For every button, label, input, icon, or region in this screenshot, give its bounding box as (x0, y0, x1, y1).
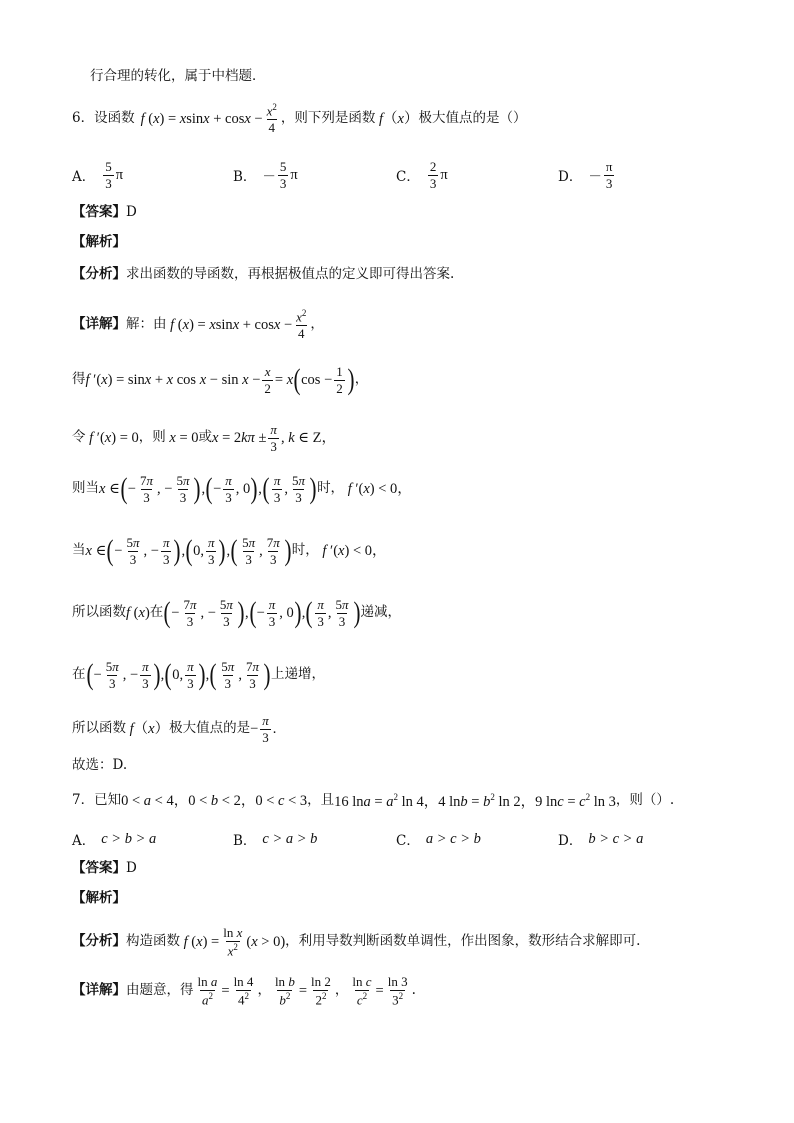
option-text: b > c > a (588, 830, 644, 847)
dijian-text: 递减， (360, 604, 402, 621)
fx: f (x) (126, 604, 150, 621)
conclusion-line: 所以函数 f（x） 极大值点的是 − $\frac{\pi}{3}$ . (72, 713, 277, 745)
q7-fenxi (72, 926, 640, 958)
x-in: x ∈ (85, 542, 107, 559)
fraction: $\frac{\text{ln x}}{x^2}$ (223, 925, 243, 958)
q6-fenxi (72, 268, 454, 282)
step-zai: 在 (72, 666, 86, 683)
zai-text: 在 (149, 604, 164, 621)
q7-equations: 16 $\ln a = a^2$ ln 4，4 $\ln b = b^2$ ln 2，9 $\ln c = c^2$ ln 3 (334, 792, 616, 810)
domain-cond: (x > 0) (246, 933, 286, 950)
q7-prefix: 已知 (94, 792, 122, 809)
q6-stem (72, 103, 526, 135)
option-label: D． (558, 169, 583, 186)
fx: f（x） (129, 720, 170, 737)
option-text: c > b > a (101, 830, 157, 847)
q7-option-d (558, 829, 643, 849)
q6-prefix: 设函数 (94, 110, 135, 127)
analysis-tag: 【解析】 (72, 890, 126, 906)
option-label: A． (72, 833, 96, 849)
guxuan-line (72, 759, 127, 773)
option-d-frac: $\frac{\pi}{3}$ (605, 159, 613, 191)
fraction: $\frac{\text{ln c}}{c^2}$ (352, 974, 372, 1007)
fenxi-text: 求出函数的导函数，再根据极值点的定义即可得出答案. (126, 266, 455, 282)
step-de: 得 (72, 371, 86, 388)
q6-option-a (72, 160, 123, 190)
minus-sign: － (262, 169, 276, 186)
fraction: $\frac{x}{2}$ (264, 364, 271, 396)
k-in-z: , k ∈ Z， (280, 429, 336, 446)
option-c-frac: $\frac{2}{3}$ (429, 159, 437, 191)
guxuan-text: 故选：D. (72, 757, 128, 773)
derivative-formula: f ′(x) = sinx + x cos x − sin x − (85, 371, 261, 388)
conclusion-prefix: 所以函数 (72, 720, 126, 737)
shi-text: 时， (317, 480, 345, 497)
q7-number: 7． (72, 792, 95, 809)
or-text: 或 (198, 429, 212, 446)
formula-fx: f (x) = xsinx + cosx − (170, 316, 293, 333)
fprime-neg: f ′(x) < 0， (347, 480, 412, 497)
xiangjie-tag: 【详解】 (72, 316, 126, 333)
q7-option-a (72, 829, 156, 849)
q6-number: 6． (72, 110, 95, 127)
shi-text: 时， (291, 542, 319, 559)
step-ling: 令 (72, 429, 86, 446)
q7-xiangjie: 【详解】 由题意，得 $\frac{\text{ln a}}{a^2}$ = $\frac{\ln 4}{4^2}$ ， $\frac{\text{ln b}}{b^2}$ = $\frac{\ln 2}{2^2}$ ， $\frac{\text{ln c}}{c^2}$ = $\frac{\ln 3}{3^2}$ . (72, 974, 416, 1007)
minus-sign: － (588, 169, 602, 186)
step-ze: 则当 (72, 480, 99, 497)
q6-suffix: ，则下列是函数 (280, 110, 376, 127)
then-text: ，则 (138, 429, 166, 446)
fraction: $\frac{\text{ln a}}{a^2}$ (197, 974, 218, 1007)
step-dang: 当 (72, 542, 86, 559)
q6-xiangjie: 【详解】 解：由 f (x) = xsinx + cosx − $\frac{x^2}{4}$ ， (72, 308, 324, 341)
option-label: D． (558, 833, 583, 849)
q7-qie: ，且 (307, 792, 335, 809)
intro-text: 行合理的转化，属于中档题． (90, 68, 266, 84)
pi-symbol: π (440, 166, 448, 183)
q6-option-c (396, 160, 448, 190)
xiangjie-prefix: 解：由 (126, 316, 167, 333)
fraction: $\frac{\text{ln b}}{b^2}$ (274, 974, 295, 1007)
fenxi-tag: 【分析】 (72, 933, 126, 950)
fraction: $\frac{x^2}{4}$ (296, 308, 307, 341)
dizeng-text: 上递增， (270, 666, 325, 683)
fprime-neg: f ′(x) < 0， (322, 542, 387, 559)
pi-symbol: π (115, 166, 124, 183)
fx: f (x) = (183, 933, 220, 950)
fenxi-prefix: 构造函数 (126, 933, 180, 950)
intro-line (90, 70, 266, 84)
option-text: a > c > b (425, 830, 481, 847)
answer-tag: 【答案】 (72, 204, 126, 220)
q7-ze: ，则（）. (615, 792, 675, 809)
q6-option-d (558, 160, 616, 190)
q6-fraction: $\frac{x^2}{4}$ (266, 102, 277, 135)
increase-line: 在 ( − $\frac{5\pi}{3}$ , − $\frac{\pi}{3}$ ) , ( 0, $\frac{\pi}{3}$ ) , ( $\frac{5\pi}{3}$ , $\frac{7\pi}{3}$ ) 上递增， (72, 658, 325, 692)
q7-conditions: 0 < a < 4，0 < b < 2，0 < c < 3 (121, 792, 308, 809)
xiangjie-tag: 【详解】 (72, 982, 126, 999)
pi-symbol: π (290, 166, 298, 183)
interval-line-2: 当 x ∈ ( − $\frac{5\pi}{3}$ , − $\frac{\pi}{3}$ ) , ( 0, $\frac{\pi}{3}$ ) , ( $\frac{5\pi}{3}$ , $\frac{7\pi}{3}$ ) 时， f ′(x) < 0， (72, 534, 387, 568)
conclusion-mid: 极大值点的是 (169, 720, 251, 737)
q7-option-c (396, 829, 481, 849)
factor: = x (274, 371, 294, 388)
derivative-line: 得 f ′(x) = sinx + x cos x − sin x − $\frac{x}{2}$ = x ( cos − $\frac{1}{2}$ ) ， (72, 363, 369, 397)
q7-stem (72, 793, 674, 809)
option-text: c > a > b (262, 830, 318, 847)
q6-option-b (233, 160, 298, 190)
xiangjie-prefix: 由题意，得 (126, 982, 194, 999)
zero-formula: f ′(x) = 0 (89, 429, 139, 446)
answer-value: D (126, 204, 137, 220)
x-zero: x = 0 (169, 429, 199, 446)
fraction: $\frac{\pi}{3}$ (262, 713, 269, 745)
interval-line-1: 则当 x ∈ ( − $\frac{7\pi}{3}$ , − $\frac{5\pi}{3}$ ) , ( − $\frac{\pi}{3}$ , 0 ) , ( $\frac{\pi}{3}$ , $\frac{5\pi}{3}$ ) 时， f ′(x) < 0， (72, 472, 412, 506)
option-a-frac: $\frac{5}{3}$ (105, 159, 112, 191)
fraction: $\frac{\pi}{3}$ (270, 422, 277, 454)
answer-value: D (126, 860, 137, 876)
fenxi-tag: 【分析】 (72, 266, 126, 282)
answer-tag: 【答案】 (72, 860, 126, 876)
x-general: x = 2kπ ± (212, 429, 267, 446)
option-label: B． (233, 833, 257, 849)
q6-function: f (x) = xsinx + cosx − (140, 110, 263, 127)
option-label: A． (72, 169, 96, 186)
x-in: x ∈ (99, 480, 120, 497)
q7-analysis (72, 892, 126, 906)
option-label: C． (396, 833, 420, 849)
q6-suffix2: 极大值点的是（） (418, 110, 527, 127)
zero-line (72, 423, 336, 453)
option-label: C． (396, 169, 420, 186)
step-suoyi: 所以函数 (72, 604, 126, 621)
fenxi-suffix: ，利用导数判断函数单调性，作出图象，数形结合求解即可. (285, 933, 641, 950)
option-b-frac: $\frac{5}{3}$ (279, 159, 287, 191)
option-label: B． (233, 169, 257, 186)
decrease-line: 所以函数 f (x) 在 ( − $\frac{7\pi}{3}$ , − $\frac{5\pi}{3}$ ) , ( − $\frac{\pi}{3}$ , 0 ) , ( $\frac{\pi}{3}$ , $\frac{5\pi}{3}$ ) 递减， (72, 596, 402, 630)
analysis-tag: 【解析】 (72, 234, 126, 250)
q7-option-b (233, 829, 317, 849)
q7-answer (72, 862, 137, 876)
fraction: $\frac{1}{2}$ (336, 364, 343, 396)
q6-fx: f（x） (379, 110, 419, 127)
q6-analysis (72, 236, 126, 250)
q6-answer (72, 206, 137, 220)
